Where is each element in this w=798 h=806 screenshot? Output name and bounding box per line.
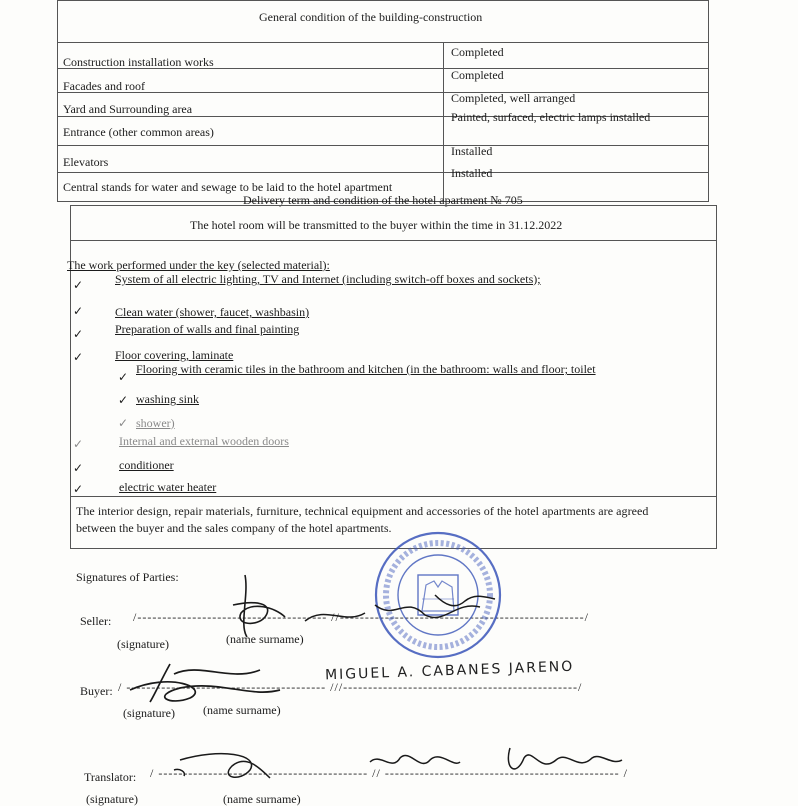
name-caption: (name surname)	[226, 632, 304, 646]
divider	[70, 496, 716, 497]
condition-label: Elevators	[63, 155, 109, 169]
buyer-label: Buyer:	[80, 684, 113, 698]
condition-status: Painted, surfaced, electric lamps installed	[451, 110, 651, 124]
condition-label: Central stands for water and sewage to be laid to the hotel apartment	[63, 180, 393, 194]
divider	[57, 42, 708, 43]
buyer-signature	[110, 652, 310, 712]
check-icon: ✓	[73, 304, 84, 318]
check-icon: ✓	[118, 370, 129, 384]
check-icon: ✓	[73, 327, 84, 341]
delivery-term: The hotel room will be transmitted to the buyer within the time in 31.12.2022	[190, 218, 563, 232]
signature-line: /-------------------------------------- //-------------------------------------------------/	[133, 610, 589, 624]
signature-line: / ------------------------------------------ // ----------------------------------------------- /	[150, 766, 628, 780]
seller-label: Seller:	[80, 614, 112, 628]
condition-status: Installed	[451, 166, 493, 180]
work-item: Clean water (shower, faucet, washbasin)	[115, 305, 310, 319]
work-item: Floor covering, laminate	[115, 348, 234, 362]
name-caption: (name surname)	[223, 792, 301, 806]
work-item: washing sink	[136, 392, 199, 406]
condition-label: Construction installation works	[63, 55, 214, 69]
check-icon: ✓	[73, 350, 84, 364]
signature-line: / ---------------------------------------- ///-----------------------------------------------/	[118, 680, 583, 694]
condition-status: Completed, well arranged	[451, 91, 576, 105]
signature-caption: (signature)	[117, 637, 169, 651]
buyer-name: MIGUEL A. CABANES JARENO	[324, 658, 575, 684]
delivery-note: The interior design, repair materials, furniture, technical equipment and accessories of the hotel apartments are agreed	[76, 504, 649, 518]
signature-caption: (signature)	[86, 792, 138, 806]
signatures-heading: Signatures of Parties:	[76, 570, 179, 584]
divider	[57, 172, 708, 173]
work-item: Internal and external wooden doors	[119, 434, 289, 448]
work-item: System of all electric lighting, TV and Internet (including switch-off boxes and sockets);	[115, 272, 541, 286]
condition-status: Installed	[451, 144, 493, 158]
check-icon: ✓	[118, 393, 129, 407]
divider	[443, 42, 444, 201]
condition-status: Completed	[451, 68, 504, 82]
delivery-note: between the buyer and the sales company of the hotel apartments.	[76, 521, 392, 535]
work-item: Flooring with ceramic tiles in the bathroom and kitchen (in the bathroom: walls and floor; toilet	[136, 362, 596, 376]
divider	[70, 240, 716, 241]
work-item: shower)	[136, 416, 175, 430]
work-item: electric water heater	[119, 480, 217, 494]
signature-caption: (signature)	[123, 706, 175, 720]
condition-label: Entrance (other common areas)	[63, 125, 214, 139]
seller-signature	[205, 565, 505, 645]
divider	[57, 145, 708, 146]
works-heading: The work performed under the key (selected material):	[67, 258, 330, 272]
work-item: Preparation of walls and final painting	[115, 322, 300, 336]
condition-label: Facades and roof	[63, 79, 145, 93]
check-icon: ✓	[118, 416, 129, 430]
general-condition-title: General condition of the building-construction	[259, 10, 483, 24]
check-icon: ✓	[73, 278, 84, 292]
condition-label: Yard and Surrounding area	[63, 102, 193, 116]
translator-signature	[160, 738, 660, 798]
name-caption: (name surname)	[203, 703, 281, 717]
delivery-title: Delivery term and condition of the hotel apartment № 705	[243, 193, 523, 207]
check-icon: ✓	[73, 482, 84, 496]
check-icon: ✓	[73, 461, 84, 475]
divider	[57, 92, 708, 93]
work-item: conditioner	[119, 458, 174, 472]
condition-status: Completed	[451, 45, 504, 59]
check-icon: ✓	[73, 437, 84, 451]
translator-label: Translator:	[84, 770, 137, 784]
delivery-table	[70, 205, 717, 549]
